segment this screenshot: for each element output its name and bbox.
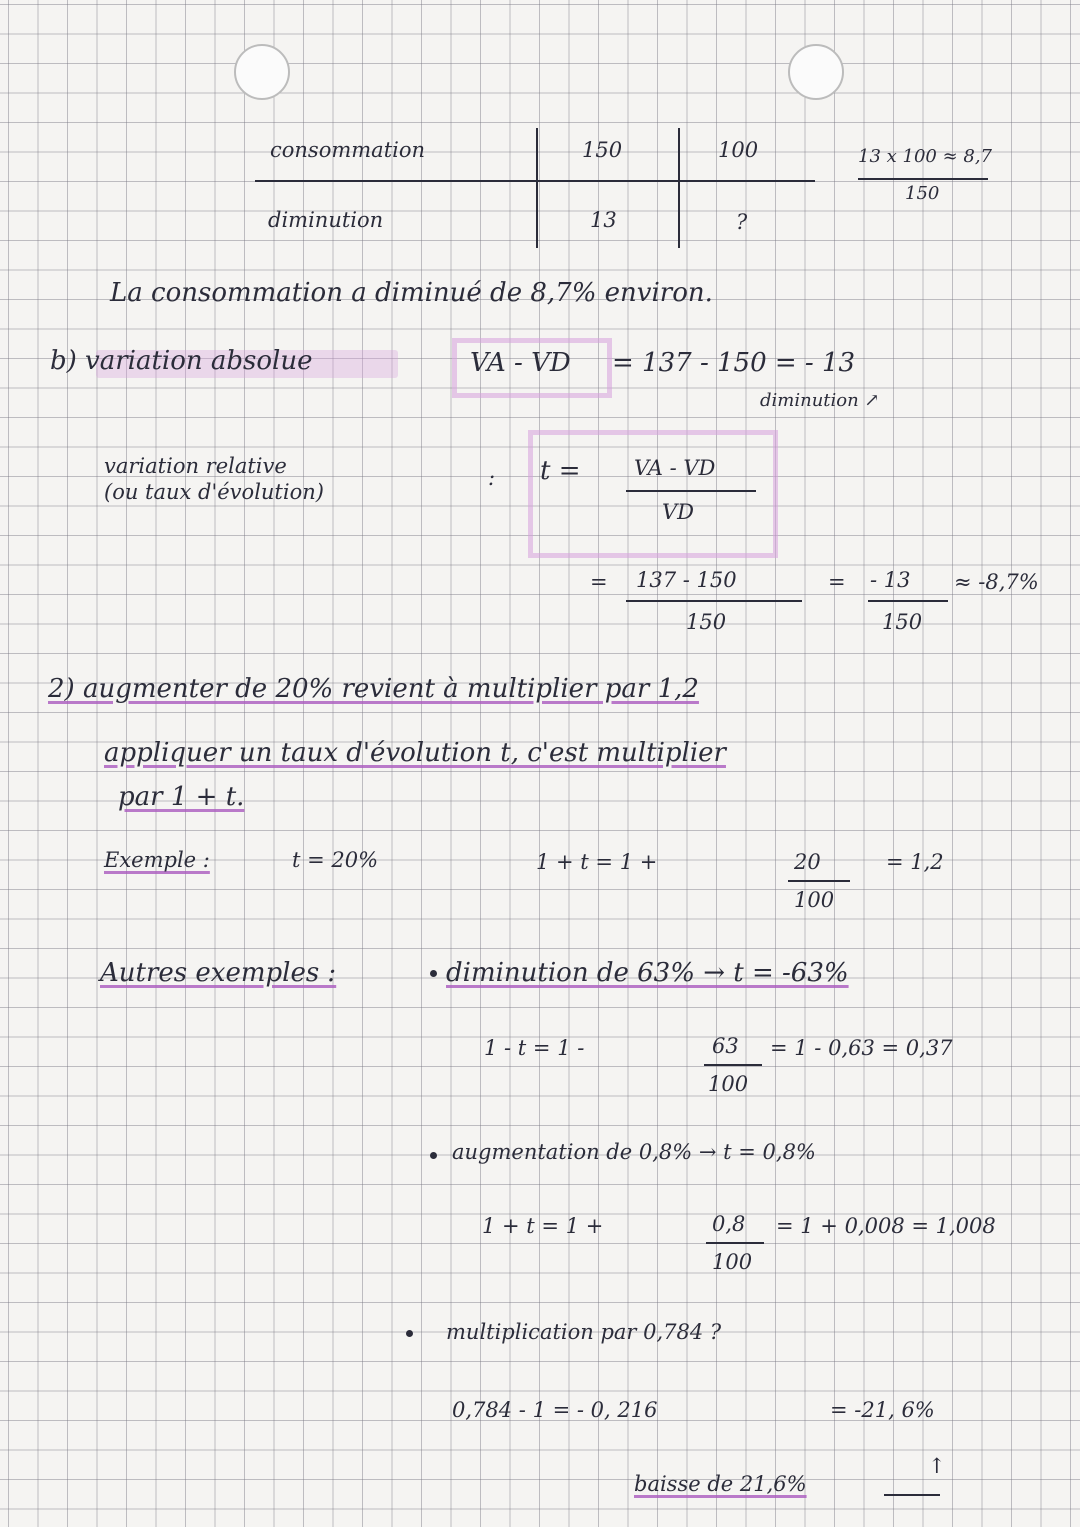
example3-result: = -21, 6% [830, 1398, 935, 1422]
t-formula-numerator: VA - VD [634, 456, 716, 480]
example3-title: multiplication par 0,784 ? [446, 1320, 722, 1344]
example1-title: diminution de 63% → t = -63% [446, 958, 849, 988]
relative-variation-colon: : [488, 466, 496, 490]
note-arrow-line [884, 1494, 940, 1496]
bullet-3 [406, 1330, 413, 1337]
result-numerator: - 13 [870, 568, 911, 592]
table-row1-value1: 150 [582, 138, 623, 162]
t-equals: t = [540, 456, 581, 486]
conclusion-sentence: La consommation a diminué de 8,7% environ. [110, 278, 713, 308]
formula-va-minus-vd: VA - VD [470, 348, 571, 378]
example3-note: baisse de 21,6% [634, 1472, 807, 1496]
part2-line2: appliquer un taux d'évolution t, c'est multiplier [104, 738, 726, 768]
example2-fraction-bar [706, 1242, 764, 1244]
example-label: Exemple : [104, 848, 210, 872]
calc-denominator: 150 [686, 610, 727, 634]
table-vertical-rule-2 [678, 128, 680, 248]
example-fraction-bar [788, 880, 850, 882]
table-row1-label: consommation [270, 138, 426, 162]
calc-numerator: 137 - 150 [636, 568, 737, 592]
table-vertical-rule-1 [536, 128, 538, 248]
example-result: = 1,2 [886, 850, 944, 874]
t-formula-fraction-bar [626, 490, 756, 492]
result-approx: ≈ -8,7% [954, 570, 1039, 594]
t-formula-denominator: VD [662, 500, 695, 524]
example2-denominator: 100 [712, 1250, 753, 1274]
relative-variation-sublabel: (ou taux d'évolution) [104, 480, 324, 504]
example3-calc: 0,784 - 1 = - 0, 216 [452, 1398, 658, 1422]
b-absolute-variation-label: b) variation absolue [50, 346, 313, 376]
example2-lhs: 1 + t = 1 + [482, 1214, 604, 1238]
formula-box-relative [528, 430, 778, 558]
part2-line1: 2) augmenter de 20% revient à multiplier par 1,2 [48, 674, 699, 704]
result-fraction-bar [868, 600, 948, 602]
example-one-plus-t: 1 + t = 1 + [536, 850, 658, 874]
formula-absolute-result: = 137 - 150 = - 13 [612, 348, 856, 378]
calc-equals: = [590, 570, 608, 594]
part2-line3: par 1 + t. [118, 782, 245, 812]
calc-equals-2: = [828, 570, 846, 594]
binder-hole-left [234, 44, 290, 100]
table-calc-fraction-bar [858, 178, 988, 180]
example-t-value: t = 20% [292, 848, 379, 872]
table-row1-value2: 100 [718, 138, 759, 162]
relative-variation-label: variation relative [104, 454, 287, 478]
example1-fraction-bar [704, 1064, 762, 1066]
table-row2-value1: 13 [590, 208, 617, 232]
example2-numerator: 0,8 [712, 1212, 746, 1236]
example1-lhs: 1 - t = 1 - [484, 1036, 585, 1060]
example-denominator: 100 [794, 888, 835, 912]
binder-hole-right [788, 44, 844, 100]
absolute-variation-note: diminution ↗ [760, 390, 880, 411]
note-arrow: ↑ [928, 1454, 946, 1478]
autres-exemples-label: Autres exemples : [100, 958, 337, 988]
example1-denominator: 100 [708, 1072, 749, 1096]
table-calc-numerator: 13 x 100 ≈ 8,7 [858, 146, 993, 167]
bullet-1 [430, 970, 437, 977]
table-row2-value2: ? [736, 210, 748, 234]
example-numerator: 20 [794, 850, 821, 874]
example2-title: augmentation de 0,8% → t = 0,8% [452, 1140, 816, 1164]
example2-result: = 1 + 0,008 = 1,008 [776, 1214, 996, 1238]
bullet-2 [430, 1152, 437, 1159]
table-horizontal-rule [255, 180, 815, 182]
table-row2-label: diminution [268, 208, 384, 232]
table-calc-denominator: 150 [905, 183, 940, 204]
result-denominator: 150 [882, 610, 923, 634]
calc-fraction-bar [626, 600, 802, 602]
example1-result: = 1 - 0,63 = 0,37 [770, 1036, 953, 1060]
example1-numerator: 63 [712, 1034, 739, 1058]
